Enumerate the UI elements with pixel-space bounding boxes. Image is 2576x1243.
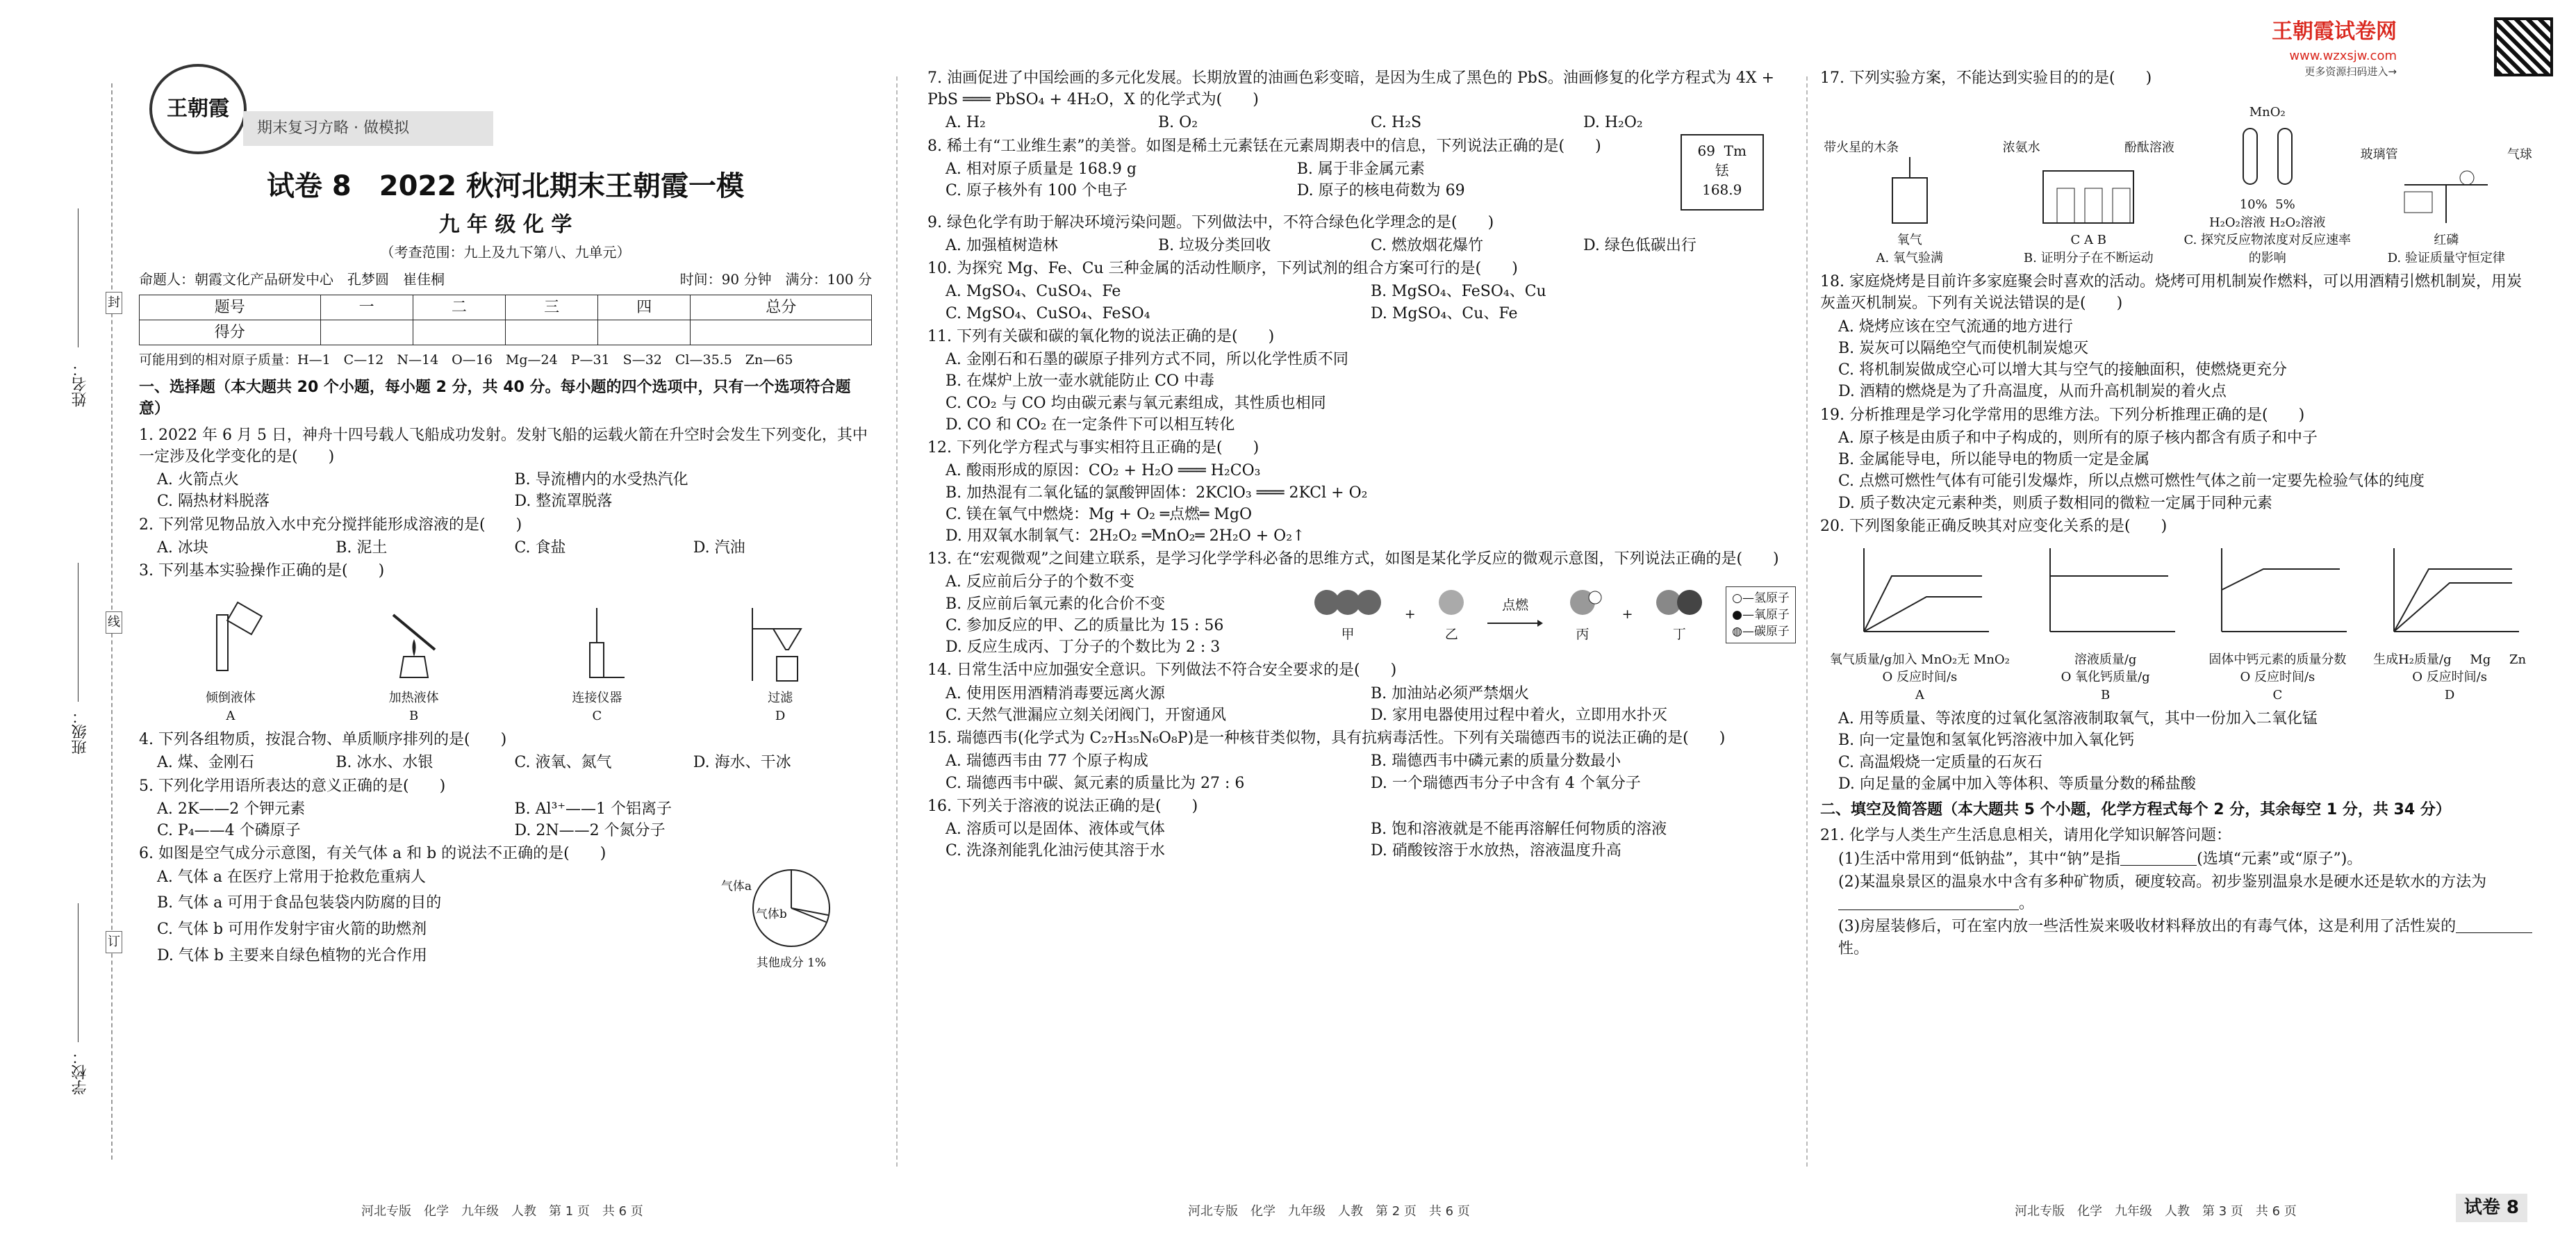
graph-line-label: Mg [2470, 652, 2491, 667]
q10-options [927, 281, 1796, 324]
mol-label: 丁 [1672, 627, 1686, 643]
fig-text: H₂O₂溶液 [2269, 215, 2326, 230]
th-4: 三 [505, 295, 597, 320]
micro-reaction-diagram: 甲 + 乙 点燃 丙 + 丁 ○—氢原子 ●—氧原子 ◍—碳原子 [1310, 571, 1796, 658]
balance-icon [2391, 164, 2502, 227]
q10-stem: 10. 为探究 Mg、Fe、Cu 三种金属的活动性顺序，下列试剂的组合方案可行的是( ) [927, 260, 1518, 278]
q13-options [927, 571, 1310, 658]
fig-text: H₂O₂溶液 [2208, 215, 2265, 230]
option[interactable]: D. 海水、干冰 [693, 754, 791, 772]
q3-fig-c [555, 601, 638, 725]
th-6: 总分 [691, 295, 872, 320]
graph-xlabel: 氧化钙质量/g [2075, 670, 2150, 685]
fig-caption: 倾倒液体 [205, 691, 256, 706]
fig-text: C [2070, 233, 2081, 248]
option[interactable]: D. 汽油 [693, 538, 745, 557]
option[interactable]: B. 加热混有二氧化锰的氯酸钾固体：2KClO₃ ═══ 2KCl + O₂ [946, 484, 1368, 502]
graph-ylabel: 氧气质量/g [1829, 652, 1892, 667]
option[interactable]: C. 瑞德西韦中碳、氮元素的质量比为 27 : 6 [946, 774, 1245, 792]
legend-item: —碳原子 [1742, 624, 1790, 639]
fig-text: 玻璃管 [2360, 147, 2398, 163]
q21-text: 性。 [1838, 939, 1869, 957]
option[interactable]: B. 垃圾分类回收 [1158, 236, 1271, 254]
option[interactable]: A. 瑞德西韦由 77 个原子构成 [946, 752, 1148, 771]
option[interactable]: A. 煤、金刚石 [157, 754, 254, 772]
option[interactable]: D. 酒精的燃烧是为了升高温度，从而升高机制炭的着火点 [1838, 383, 2227, 401]
brand-name: 王朝霞试卷网 [2272, 19, 2397, 44]
score-row-label: 得分 [140, 320, 321, 345]
option[interactable]: C. H₂S [1371, 114, 1422, 132]
option[interactable]: D. 用双氧水制氧气：2H₂O₂ ═MnO₂═ 2H₂O + O₂↑ [946, 527, 1305, 545]
atom-legend [1726, 586, 1796, 643]
option[interactable]: C. P₄——4 个磷原子 [157, 822, 301, 840]
option[interactable]: A. H₂ [946, 114, 986, 132]
option[interactable]: D. 绿色低碳出行 [1583, 236, 1696, 254]
q9-options [927, 235, 1796, 256]
option[interactable]: B. 导流槽内的水受热汽化 [514, 471, 688, 489]
footer-page-3: 河北专版 化学 九年级 人教 第 3 页 共 6 页 [2015, 1204, 2297, 1219]
option[interactable]: A. 2K——2 个钾元素 [157, 800, 306, 818]
option[interactable]: B. 泥土 [336, 538, 388, 557]
score-cell[interactable] [505, 320, 597, 345]
option[interactable]: D. 整流罩脱落 [514, 493, 613, 511]
option[interactable]: C. 隔热材料脱落 [157, 493, 270, 511]
q5-stem: 5. 下列化学用语所表达的意义正确的是( ) [139, 777, 446, 795]
q13-stem: 13. 在“宏观微观”之间建立联系，是学习化学学科必备的思维方式，如图是某化学反应的微观示意图，下列说法正确的是( ) [927, 550, 1779, 568]
option[interactable]: C. 气体 b 可用作发射宇宙火箭的助燃剂 [157, 921, 427, 939]
graph-letter: B [2101, 687, 2111, 702]
graph-a-svg [1843, 541, 1996, 645]
section-1-heading: 一、选择题（本大题共 20 个小题，每小题 2 分，共 40 分。每小题的四个选项中，只有一个选项符合题意） [139, 379, 851, 418]
option[interactable]: A. 气体 a 在医疗上常用于抢救危重病人 [157, 868, 426, 886]
q3-fig-b [372, 601, 456, 725]
q1-stem: 1. 2022 年 6 月 5 日，神舟十四号载人飞船成功发射。发射飞船的运载火箭在升空时会发生下列变化，其中一定涉及化学变化的是( ) [139, 426, 868, 466]
q15-options [927, 750, 1796, 793]
hydrogen-atom-icon: ○ [1732, 591, 1742, 605]
q17-fig-d [2361, 146, 2532, 267]
element-cell [1649, 134, 1797, 211]
option[interactable]: A. 相对原子质量是 168.9 g [946, 160, 1137, 178]
option[interactable]: A. 反应前后分子的个数不变 [946, 573, 1134, 591]
option[interactable]: D. 质子数决定元素种类，则质子数相同的微粒一定属于同种元素 [1838, 494, 2272, 512]
option[interactable]: B. 饱和溶液就是不能再溶解任何物质的溶液 [1371, 821, 1667, 839]
banner [243, 111, 493, 146]
filtration-icon [738, 601, 822, 684]
q20-stem: 20. 下列图象能正确反映其对应变化关系的是( ) [1820, 517, 2168, 535]
binding-margin [0, 0, 129, 1243]
fig-caption: B. 证明分子在不断运动 [2023, 250, 2154, 265]
q21-part1 [1820, 848, 2536, 870]
score-cell[interactable] [691, 320, 872, 345]
q21-text: (1)生活中常用到“低钠盐”，其中“钠”是指 [1838, 850, 2121, 868]
option[interactable]: C. 点燃可燃性气体有可能引发爆炸，所以点燃可燃性气体之前一定要先检验气体的纯度 [1838, 472, 2425, 491]
graph-letter: D [2444, 687, 2455, 702]
score-cell[interactable] [413, 320, 505, 345]
molecule-bing [1562, 585, 1603, 620]
fig-text: 5% [2275, 197, 2295, 213]
q16-options [927, 818, 1796, 862]
option[interactable]: A. MgSO₄、CuSO₄、Fe [946, 283, 1121, 301]
q8-stem: 8. 稀土有“工业维生素”的美誉。如图是稀土元素铥在元素周期表中的信息，下列说法正确的是( ) [927, 137, 1601, 155]
oxygen-atom-icon: ● [1732, 607, 1742, 622]
graph-origin: O [1882, 670, 1893, 685]
option[interactable]: A. 冰块 [157, 538, 208, 557]
seal-mark-3: 订 [106, 931, 122, 953]
brand-logo [149, 64, 247, 154]
carbon-atom-icon: ◍ [1732, 624, 1742, 639]
option[interactable]: D. 一个瑞德西韦分子中含有 4 个氧分子 [1371, 774, 1641, 792]
footer-page-2: 河北专版 化学 九年级 人教 第 2 页 共 6 页 [1188, 1204, 1470, 1219]
legend-item: —氢原子 [1742, 591, 1790, 605]
q18-options [1820, 316, 2536, 403]
graph-xlabel: 反应时间/s [2254, 670, 2315, 685]
graph-line-label: 无 MnO₂ [1957, 652, 2010, 667]
q5-options [139, 798, 872, 841]
graph-xlabel: 反应时间/s [2426, 670, 2487, 685]
test-tubes-icon [2226, 122, 2309, 191]
q21-text: (3)房屋装修后，可在室内放一些活性炭来吸收材料释放出的有毒气体，这是利用了活性炭的 [1838, 918, 2457, 936]
q21-text: (选填“元素”或“原子”)。 [2197, 850, 2363, 868]
graph-line-label: 加入 MnO₂ [1892, 652, 1958, 667]
option[interactable]: D. 家用电器使用过程中着火，立即用水扑灭 [1371, 706, 1667, 724]
class-label: 班级： [72, 709, 89, 755]
connect-apparatus-icon [555, 601, 638, 684]
q8-options [927, 158, 1649, 201]
option[interactable]: B. 反应前后氧元素的化合价不变 [946, 595, 1166, 613]
authors: 命题人：朝霞文化产品研发中心 孔梦圆 崔佳桐 [139, 270, 445, 288]
option[interactable]: C. 洗涤剂能乳化油污使其溶于水 [946, 842, 1166, 860]
option[interactable]: B. 属于非金属元素 [1296, 160, 1425, 178]
fig-text: B [2097, 233, 2106, 248]
footer-page-1: 河北专版 化学 九年级 人教 第 1 页 共 6 页 [361, 1204, 643, 1219]
q7-options [927, 112, 1796, 133]
option[interactable]: C. 天然气泄漏应立刻关闭阀门，开窗通风 [946, 706, 1227, 724]
brand-slogan: 更多资源扫码进入→ [2304, 65, 2397, 79]
q7-stem: 7. 油画促进了中国绘画的多元化发展。长期放置的油画色彩变暗，是因为生成了黑色的 PbS。油画修复的化学方程式为 4X + PbS ═══ PbSO₄ + 4H₂O，X 的化学式为( ) [927, 69, 1775, 109]
q17-figures [1820, 93, 2536, 267]
reaction-condition: 点燃 [1502, 597, 1529, 613]
th-5: 四 [598, 295, 691, 320]
test-tube-pour-icon [189, 601, 272, 684]
fig-text: 气球 [2507, 147, 2532, 163]
option[interactable]: C. MgSO₄、CuSO₄、FeSO₄ [946, 304, 1150, 322]
beaker-set-icon [2036, 157, 2140, 227]
molecule-jia [1310, 585, 1386, 620]
q11-stem: 11. 下列有关碳和碳的氧化物的说法正确的是( ) [927, 327, 1275, 345]
school-label: 学校： [72, 1049, 89, 1095]
option[interactable]: D. CO 和 CO₂ 在一定条件下可以相互转化 [946, 415, 1235, 434]
q21-stem: 21. 化学与人类生产生活息息相关，请用化学知识解答问题： [1820, 827, 2231, 845]
graph-ylabel: 溶液质量/g [2074, 652, 2137, 667]
option[interactable]: B. Al³⁺——1 个铝离子 [514, 800, 672, 818]
brand-url: www.wzxsjw.com [2289, 48, 2397, 63]
option[interactable]: A. 溶质可以是固体、液体或气体 [946, 821, 1165, 839]
q20-options [1820, 708, 2536, 795]
option[interactable]: D. 气体 b 主要来自绿色植物的光合作用 [157, 947, 427, 965]
fig-letter: D [775, 708, 786, 723]
arrow-icon [1487, 618, 1543, 628]
q19-options [1820, 427, 2536, 514]
name-label: 姓名： [72, 361, 89, 407]
option[interactable]: B. 在煤炉上放一壶水就能防止 CO 中毒 [946, 372, 1215, 390]
option[interactable]: D. 硝酸铵溶于水放热，溶液温度升高 [1371, 842, 1621, 860]
fig-letter: A [226, 708, 236, 723]
option[interactable]: C. 燃放烟花爆竹 [1371, 236, 1484, 254]
option[interactable]: B. 金属能导电，所以能导电的物质一定是金属 [1838, 451, 2150, 469]
pie-other-label: 其他成分 1% [756, 955, 827, 970]
fig-caption: A. 氧气验满 [1876, 250, 1943, 265]
element-name: 铥 [1715, 162, 1729, 179]
q16-stem: 16. 下列关于溶液的说法正确的是( ) [927, 797, 1198, 815]
score-cell[interactable] [320, 320, 413, 345]
fig-text: 浓氨水 [2002, 140, 2040, 156]
molecule-ding [1651, 585, 1707, 620]
graph-letter: A [1915, 687, 1924, 702]
fig-text: 带火星的木条 [1824, 140, 1899, 156]
option[interactable]: B. 冰水、水银 [336, 754, 434, 772]
option[interactable]: A. 用等质量、等浓度的过氧化氢溶液制取氧气，其中一份加入二氧化锰 [1838, 710, 2318, 728]
option[interactable]: D. 2N——2 个氮分子 [514, 822, 666, 840]
option[interactable]: A. 使用医用酒精消毒要远离火源 [946, 684, 1165, 702]
q17-fig-b [2003, 139, 2174, 267]
q17-fig-c [2181, 104, 2353, 267]
option[interactable]: B. 炭灰可以隔绝空气而使机制炭熄灭 [1838, 339, 2089, 357]
option[interactable]: B. 瑞德西韦中磷元素的质量分数最小 [1371, 752, 1621, 771]
fig-text: A [2084, 233, 2094, 248]
q9-stem: 9. 绿色化学有助于解决环境污染问题。下列做法中，不符合绿色化学理念的是( ) [927, 213, 1494, 231]
option[interactable]: C. 液氧、氮气 [514, 754, 612, 772]
mol-label: 丙 [1576, 627, 1590, 643]
option[interactable]: C. 镁在氧气中燃烧：Mg + O₂ ═点燃═ MgO [946, 505, 1253, 523]
answer-blank[interactable] [2456, 921, 2532, 933]
fig-caption: 连接仪器 [572, 691, 622, 706]
q6-stem: 6. 如图是空气成分示意图，有关气体 a 和 b 的说法不正确的是( ) [139, 845, 606, 863]
q14-stem: 14. 日常生活中应加强安全意识。下列做法不符合安全要求的是( ) [927, 661, 1397, 680]
option[interactable]: D. 反应生成丙、丁分子的个数比为 2 : 3 [946, 639, 1221, 657]
paper-tag: 试卷 8 [2456, 1194, 2527, 1222]
option[interactable]: A. 烧烤应该在空气流通的地方进行 [1838, 318, 2073, 336]
fig-letter: B [409, 708, 419, 723]
fig-text: 10% [2239, 197, 2268, 213]
alcohol-lamp-icon [372, 601, 456, 684]
graph-c-svg [2201, 541, 2354, 645]
q2-stem: 2. 下列常见物品放入水中充分搅拌能形成溶液的是( ) [139, 516, 522, 534]
answer-blank[interactable] [1838, 898, 2019, 910]
q3-fig-a [189, 601, 272, 725]
graph-origin: O [2240, 670, 2251, 685]
graph-origin: O [2061, 670, 2072, 685]
graph-d [2373, 541, 2526, 704]
option[interactable]: B. O₂ [1158, 114, 1198, 132]
th-1: 题号 [140, 295, 321, 320]
fig-text: 酚酞溶液 [2124, 140, 2174, 156]
option[interactable]: B. 加油站必须严禁烟火 [1371, 684, 1530, 702]
q12-stem: 12. 下列化学方程式与事实相符且正确的是( ) [927, 439, 1260, 457]
option[interactable]: C. 原子核外有 100 个电子 [946, 182, 1128, 200]
atomic-mass: 168.9 [1702, 181, 1742, 199]
legend-item: —氧原子 [1742, 607, 1790, 622]
q4-options [139, 752, 872, 773]
option[interactable]: A. 酸雨形成的原因：CO₂ + H₂O ═══ H₂CO₃ [946, 462, 1261, 480]
option[interactable]: C. CO₂ 与 CO 均由碳元素与氧元素组成，其性质也相同 [946, 394, 1326, 412]
seal-mark-1: 封 [106, 292, 122, 314]
graph-d-svg [2373, 541, 2526, 645]
option[interactable]: D. 向足量的金属中加入等体积、等质量分数的稀盐酸 [1838, 775, 2196, 793]
q4-stem: 4. 下列各组物质，按混合物、单质顺序排列的是( ) [139, 731, 507, 749]
molecule-yi [1434, 585, 1469, 620]
option[interactable]: D. 原子的核电荷数为 69 [1296, 182, 1465, 200]
q21-text: (2)某温泉景区的温泉水中含有多种矿物质，硬度较高。初步鉴别温泉水是硬水还是软水的方法为 [1838, 873, 2487, 891]
time-score: 时间：90 分钟 满分：100 分 [679, 270, 872, 288]
q15-stem: 15. 瑞德西韦(化学式为 C₂₇H₃₅N₆O₈P)是一种核苷类似物，具有抗病毒活性。下列有关瑞德西韦的说法正确的是( ) [927, 730, 1726, 748]
graph-a [1830, 541, 2010, 704]
pie-label-b: 气体b [755, 907, 787, 921]
mol-label: 乙 [1444, 627, 1458, 643]
q17-stem: 17. 下列实验方案，不能达到实验目的的是( ) [1820, 69, 2152, 87]
q11-options [927, 349, 1796, 436]
q1-options [139, 469, 872, 512]
graph-xlabel: 反应时间/s [1896, 670, 1958, 685]
option[interactable]: D. MgSO₄、Cu、Fe [1371, 304, 1518, 322]
graph-origin: O [2412, 670, 2422, 685]
option[interactable]: C. 参加反应的甲、乙的质量比为 15 : 56 [946, 616, 1224, 634]
q20-graphs [1820, 541, 2536, 704]
q18-stem: 18. 家庭烧烤是目前许多家庭聚会时喜欢的活动。烧烤可用机制炭作燃料，可以用酒精引燃机制炭，用炭灰盖灭机制炭。下列有关说法错误的是( ) [1820, 273, 2522, 313]
mol-label: 甲 [1341, 627, 1355, 643]
option[interactable]: B. MgSO₄、FeSO₄、Cu [1371, 283, 1546, 301]
q2-options [139, 537, 872, 559]
atomic-number: 69 [1697, 142, 1715, 159]
section-2-heading: 二、填空及简答题（本大题共 5 个小题，化学方程式每个 2 分，其余每空 1 分，共 34 分） [1820, 801, 2451, 819]
graph-line-label: Zn [2509, 652, 2527, 667]
option[interactable]: B. 气体 a 可用于食品包装袋内防腐的目的 [157, 894, 442, 912]
element-symbol: Tm [1724, 142, 1747, 159]
graph-b [2029, 541, 2182, 704]
score-table [139, 295, 872, 345]
fig-text: MnO₂ [2249, 104, 2286, 120]
q6-options [139, 866, 711, 971]
page-3 [1820, 66, 2536, 1191]
paper-title: 试卷 8 2022 秋河北期末王朝霞一模 [266, 170, 744, 202]
air-pie-chart [711, 866, 872, 971]
atomic-masses: 可能用到的相对原子质量：H—1 C—12 N—14 O—16 Mg—24 P—31 S—32 Cl—35.5 Zn—65 [139, 352, 793, 368]
option[interactable]: A. 加强植树造林 [946, 236, 1058, 254]
q17-fig-a [1824, 139, 1995, 267]
pie-label-a: 气体a [720, 879, 752, 894]
option[interactable]: C. 高温煅烧一定质量的石灰石 [1838, 753, 2043, 771]
graph-letter: C [2272, 687, 2283, 702]
option[interactable]: C. 食盐 [514, 538, 566, 557]
th-3: 二 [413, 295, 505, 320]
q3-figures [139, 586, 872, 725]
option[interactable]: A. 原子核是由质子和中子构成的，则所有的原子核内都含有质子和中子 [1838, 429, 2318, 447]
q3-stem: 3. 下列基本实验操作正确的是( ) [139, 562, 385, 580]
fig-caption: 加热液体 [388, 691, 439, 706]
graph-c [2201, 541, 2354, 704]
q3-fig-d [738, 601, 822, 725]
fig-caption: D. 验证质量守恒定律 [2387, 250, 2505, 265]
exam-scope: （考查范围：九上及九下第八、九单元） [380, 244, 631, 261]
fig-letter: C [592, 708, 602, 723]
graph-b-svg [2029, 541, 2182, 645]
option[interactable]: C. 将机制炭做成空心可以增大其与空气的接触面积，使燃烧更充分 [1838, 361, 2288, 379]
q21-part3 [1820, 916, 2536, 959]
fig-caption: C. 探究反应物浓度对反应速率的影响 [2183, 233, 2352, 265]
answer-blank[interactable] [2120, 853, 2197, 866]
fig-text: 红磷 [2434, 233, 2459, 248]
option[interactable]: A. 金刚石和石墨的碳原子排列方式不同，所以化学性质不同 [946, 351, 1348, 369]
option[interactable]: D. H₂O₂ [1583, 114, 1643, 132]
graph-ylabel: 生成H₂质量/g [2373, 652, 2452, 667]
seal-mark-2: 线 [106, 611, 122, 634]
q21-text: 。 [2019, 895, 2035, 913]
th-2: 一 [320, 295, 413, 320]
page-1 [139, 167, 872, 1191]
q14-options [927, 683, 1796, 726]
paper-subtitle: 九 年 级 化 学 [438, 212, 572, 237]
score-cell[interactable] [598, 320, 691, 345]
fig-caption: 过滤 [768, 691, 793, 706]
logo-text: 王朝霞 [167, 96, 229, 121]
q12-options [927, 460, 1796, 547]
graph-ylabel: 固体中钙元素的质量分数 [2208, 652, 2347, 667]
option[interactable]: A. 火箭点火 [157, 471, 239, 489]
gas-bottle-icon [1872, 157, 1948, 227]
page-2 [927, 66, 1796, 1191]
q21-part2 [1820, 871, 2536, 914]
q19-stem: 19. 分析推理是学习化学常用的思维方法。下列分析推理正确的是( ) [1820, 406, 2305, 424]
option[interactable]: B. 向一定量饱和氢氧化钙溶液中加入氧化钙 [1838, 732, 2135, 750]
fig-text: 氧气 [1897, 233, 1922, 248]
banner-text: 期末复习方略 · 做模拟 [257, 120, 409, 138]
